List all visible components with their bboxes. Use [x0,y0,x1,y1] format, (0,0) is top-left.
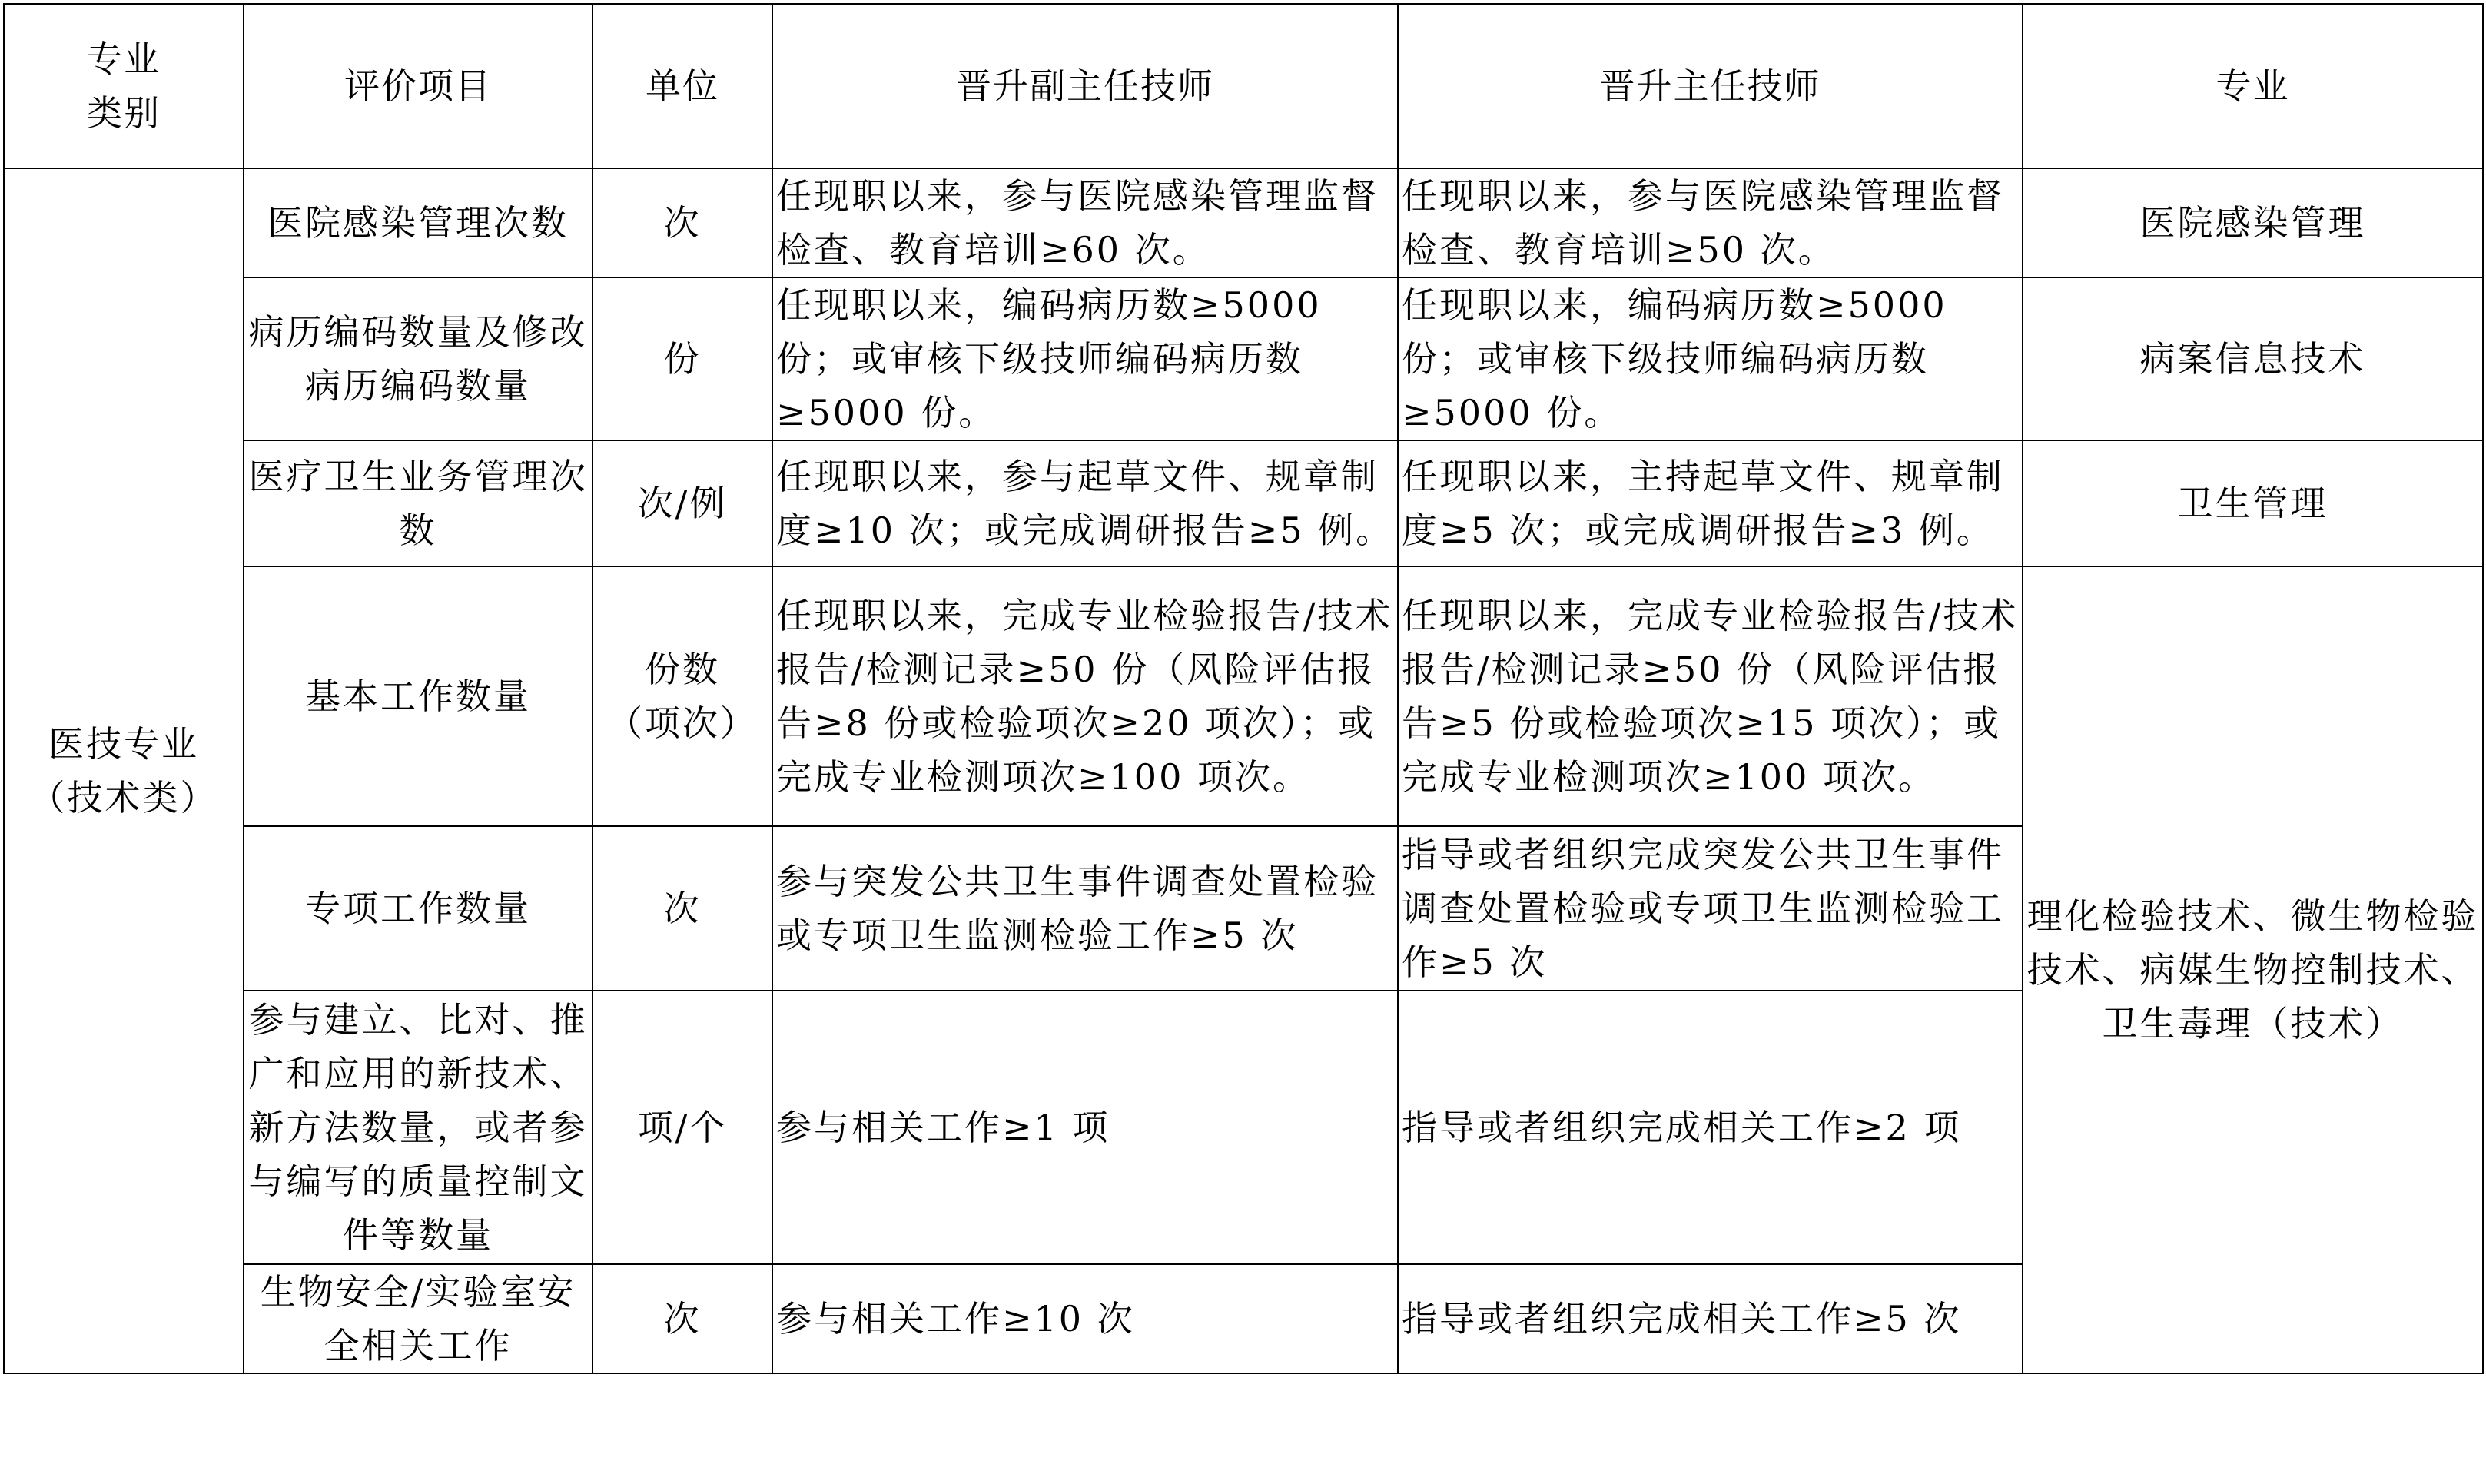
row-item: 生物安全/实验室安全相关工作 [244,1264,592,1373]
header-deputy: 晋升副主任技师 [772,4,1398,168]
row-item: 医院感染管理次数 [244,168,592,277]
table-row [4,277,2483,440]
row-chief: 任现职以来，主持起草文件、规章制度≥5 次；或完成调研报告≥3 例。 [1398,440,2023,566]
row-deputy: 任现职以来，完成专业检验报告/技术报告/检测记录≥50 份（风险评估报告≥8 份或检验项次≥20 项次）；或完成专业检测项次≥100 项次。 [772,566,1398,826]
table-row [4,566,2483,826]
row-deputy: 任现职以来，参与医院感染管理监督检查、教育培训≥60 次。 [772,168,1398,277]
header-item: 评价项目 [244,4,592,168]
row-deputy: 任现职以来，参与起草文件、规章制度≥10 次；或完成调研报告≥5 例。 [772,440,1398,566]
header-category-line2: 类别 [87,92,161,134]
row-unit-line2: （项次） [607,702,758,744]
row-unit: 次 [592,826,772,991]
row-chief: 任现职以来，编码病历数≥5000 份；或审核下级技师编码病历数≥5000 份。 [1398,277,2023,440]
header-chief: 晋升主任技师 [1398,4,2023,168]
header-category [4,4,244,168]
header-category-line1: 专业 [87,38,161,80]
row-unit-line1: 份数 [645,649,720,690]
row-specialty-merged: 理化检验技术、微生物检验技术、病媒生物控制技术、卫生毒理（技术） [2023,566,2483,1373]
category-line2: （技术类） [29,777,218,818]
category-line1: 医技专业 [48,723,199,765]
header-specialty: 专业 [2023,4,2483,168]
header-unit: 单位 [592,4,772,168]
row-deputy: 任现职以来，编码病历数≥5000 份；或审核下级技师编码病历数≥5000 份。 [772,277,1398,440]
header-row [4,4,2483,168]
row-item: 基本工作数量 [244,566,592,826]
row-item: 参与建立、比对、推广和应用的新技术、新方法数量，或者参与编写的质量控制文件等数量 [244,991,592,1264]
row-item: 病历编码数量及修改病历编码数量 [244,277,592,440]
row-unit: 次/例 [592,440,772,566]
row-deputy: 参与突发公共卫生事件调查处置检验或专项卫生监测检验工作≥5 次 [772,826,1398,991]
row-chief: 指导或者组织完成突发公共卫生事件调查处置检验或专项卫生监测检验工作≥5 次 [1398,826,2023,991]
row-chief: 任现职以来，完成专业检验报告/技术报告/检测记录≥50 份（风险评估报告≥5 份或检验项次≥15 项次）；或完成专业检测项次≥100 项次。 [1398,566,2023,826]
table-row [4,168,2483,277]
row-deputy: 参与相关工作≥10 次 [772,1264,1398,1373]
table-row [4,440,2483,566]
row-specialty: 医院感染管理 [2023,168,2483,277]
row-unit: 次 [592,168,772,277]
row-item: 专项工作数量 [244,826,592,991]
row-chief: 指导或者组织完成相关工作≥5 次 [1398,1264,2023,1373]
row-chief: 指导或者组织完成相关工作≥2 项 [1398,991,2023,1264]
row-unit: 次 [592,1264,772,1373]
row-chief: 任现职以来，参与医院感染管理监督检查、教育培训≥50 次。 [1398,168,2023,277]
row-specialty: 病案信息技术 [2023,277,2483,440]
row-unit: 份 [592,277,772,440]
evaluation-table [3,3,2484,1374]
row-item: 医疗卫生业务管理次数 [244,440,592,566]
category-cell [4,168,244,1373]
row-unit [592,566,772,826]
row-specialty: 卫生管理 [2023,440,2483,566]
row-unit: 项/个 [592,991,772,1264]
row-deputy: 参与相关工作≥1 项 [772,991,1398,1264]
